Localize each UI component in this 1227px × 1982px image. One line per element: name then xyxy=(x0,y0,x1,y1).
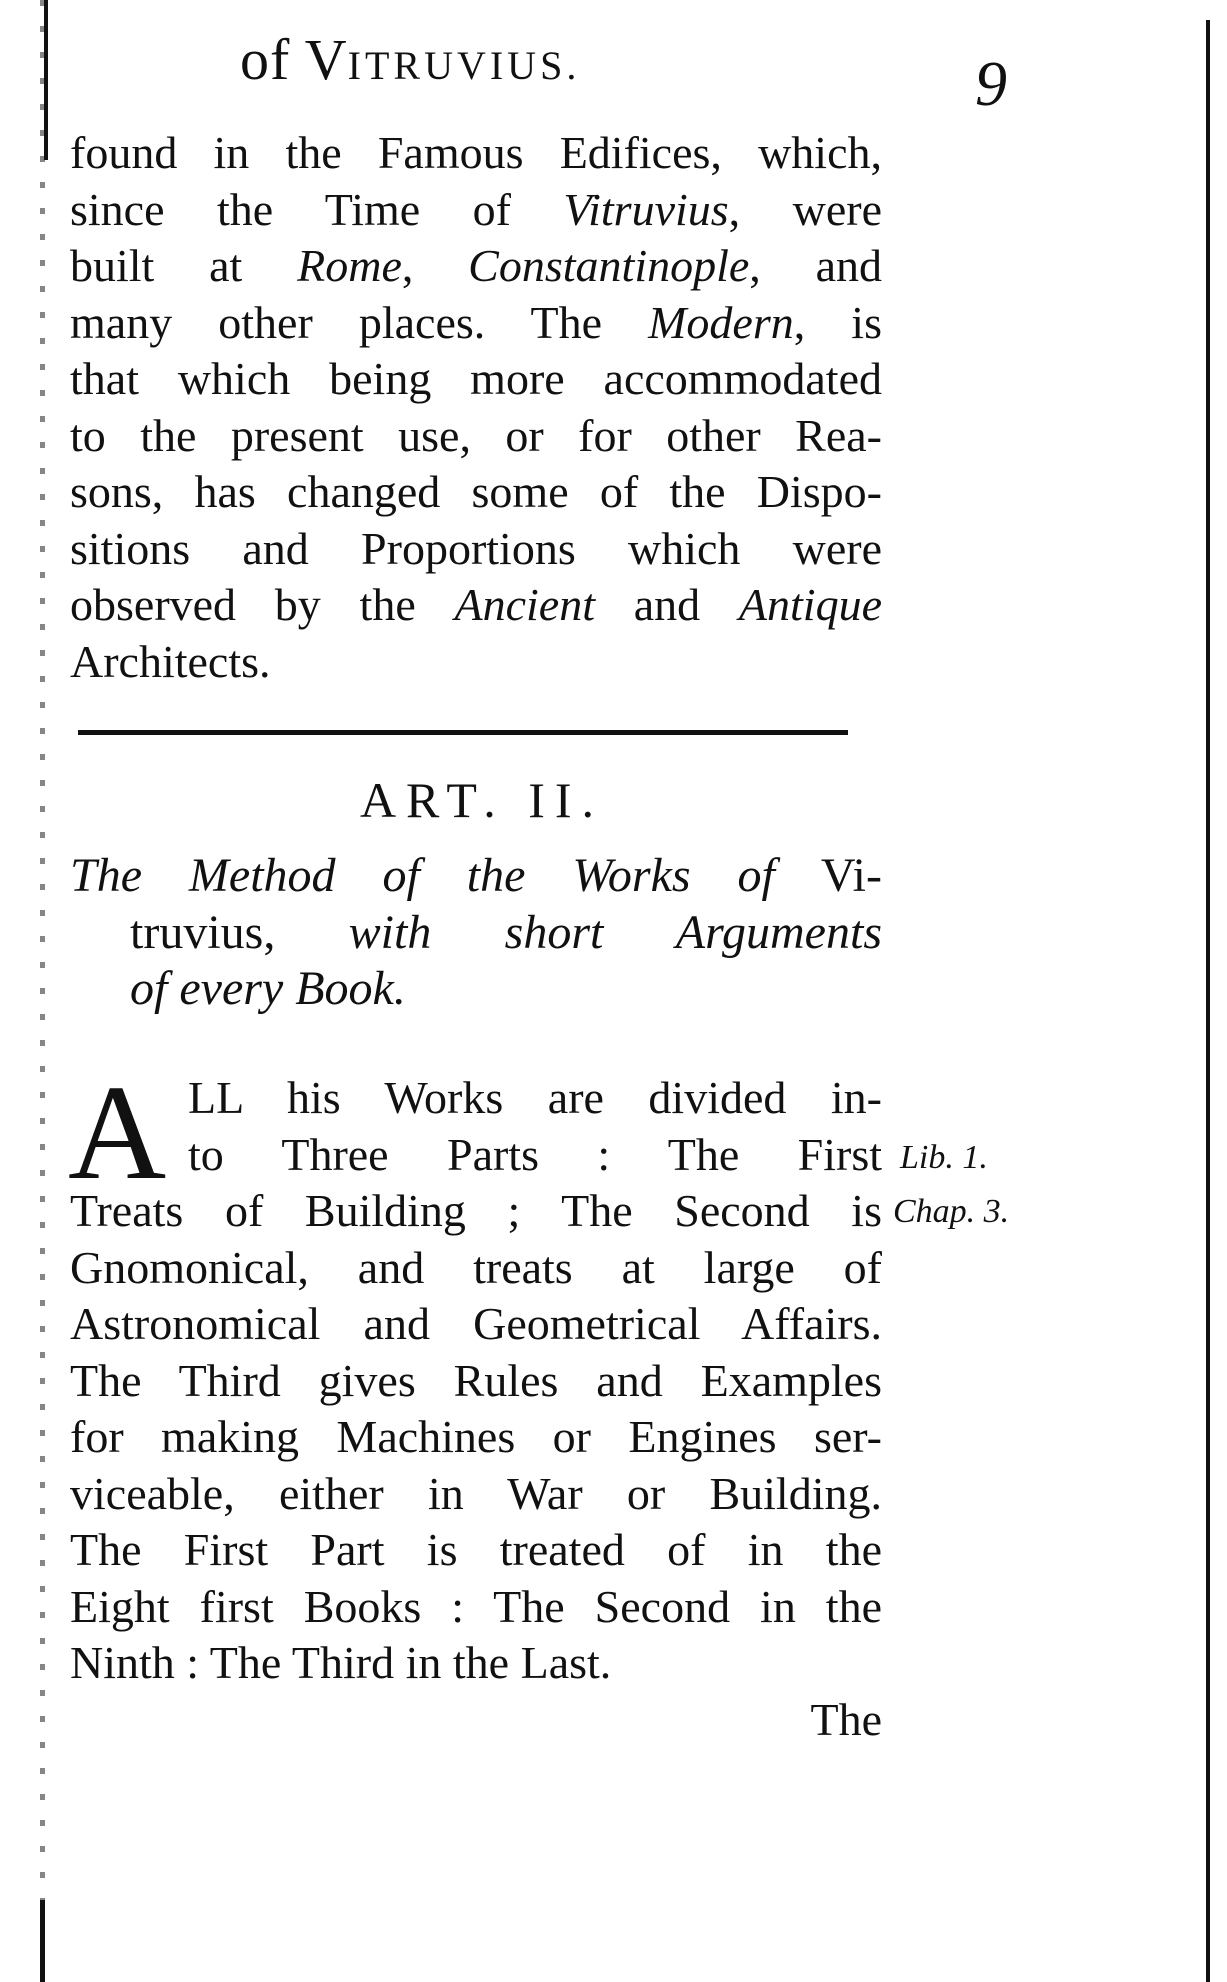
page-edge-left-mark xyxy=(44,0,48,160)
text-line: built at Rome, Constantinople, and xyxy=(70,240,883,291)
text-line: that which being more accommodated xyxy=(70,353,882,404)
text-line: Astronomical and Geometrical Affairs. xyxy=(70,1298,882,1349)
text-line: for making Machines or Engines ser- xyxy=(70,1411,882,1462)
margin-note-lib: Lib. 1. xyxy=(900,1139,988,1176)
text-line: since the Time of Vitruvius, were xyxy=(70,183,882,235)
article-title xyxy=(70,848,882,1018)
drop-cap: A xyxy=(68,1058,167,1208)
text-line: Treats of Building ; The Second is xyxy=(70,1185,882,1236)
page-edge-left xyxy=(40,0,45,1982)
page-edge-left-mark-bottom xyxy=(40,1900,45,1982)
article-heading: ART. II. xyxy=(359,772,605,828)
text-line: to the present use, or for other Rea- xyxy=(70,409,882,461)
section-divider-rule xyxy=(78,730,848,735)
page-number: 9 xyxy=(975,48,1007,119)
paragraph-2 xyxy=(68,1058,882,1748)
page-edge-right xyxy=(1206,20,1210,1982)
text-line: to Three Parts : The First xyxy=(188,1128,882,1180)
text-line: found in the Famous Edifices, which, xyxy=(70,127,882,178)
running-head xyxy=(240,27,581,96)
text-line: Architects. xyxy=(70,635,271,687)
title-line: truvius, with short Arguments xyxy=(130,905,882,959)
text-line: Eight first Books : The Second in the xyxy=(70,1580,882,1632)
text-line: viceable, either in War or Building. xyxy=(70,1467,882,1519)
text-line: The Third gives Rules and Examples xyxy=(70,1354,882,1406)
text-line: sitions and Proportions which were xyxy=(70,522,882,574)
title-line: of every Book. xyxy=(130,962,406,1015)
text-line: Ninth : The Third in the Last. xyxy=(70,1637,612,1688)
running-head-smallcaps: ITRUVIUS. xyxy=(347,43,581,88)
text-line: many other places. The Modern, is xyxy=(70,296,882,348)
text-line: The First Part is treated of in the xyxy=(70,1524,882,1575)
text-line: LL his Works are divided in- xyxy=(188,1072,882,1123)
paragraph-1 xyxy=(70,125,882,690)
margin-note-chap: Chap. 3. xyxy=(893,1193,1010,1230)
title-line: The Method of the Works of Vi- xyxy=(70,849,882,902)
text-line: Gnomonical, and treats at large of xyxy=(70,1241,882,1293)
running-head-prefix: of V xyxy=(240,27,348,92)
catchword: The xyxy=(810,1693,882,1745)
text-line: observed by the Ancient and Antique xyxy=(70,579,882,630)
text-line: sons, has changed some of the Dispo- xyxy=(70,466,882,517)
